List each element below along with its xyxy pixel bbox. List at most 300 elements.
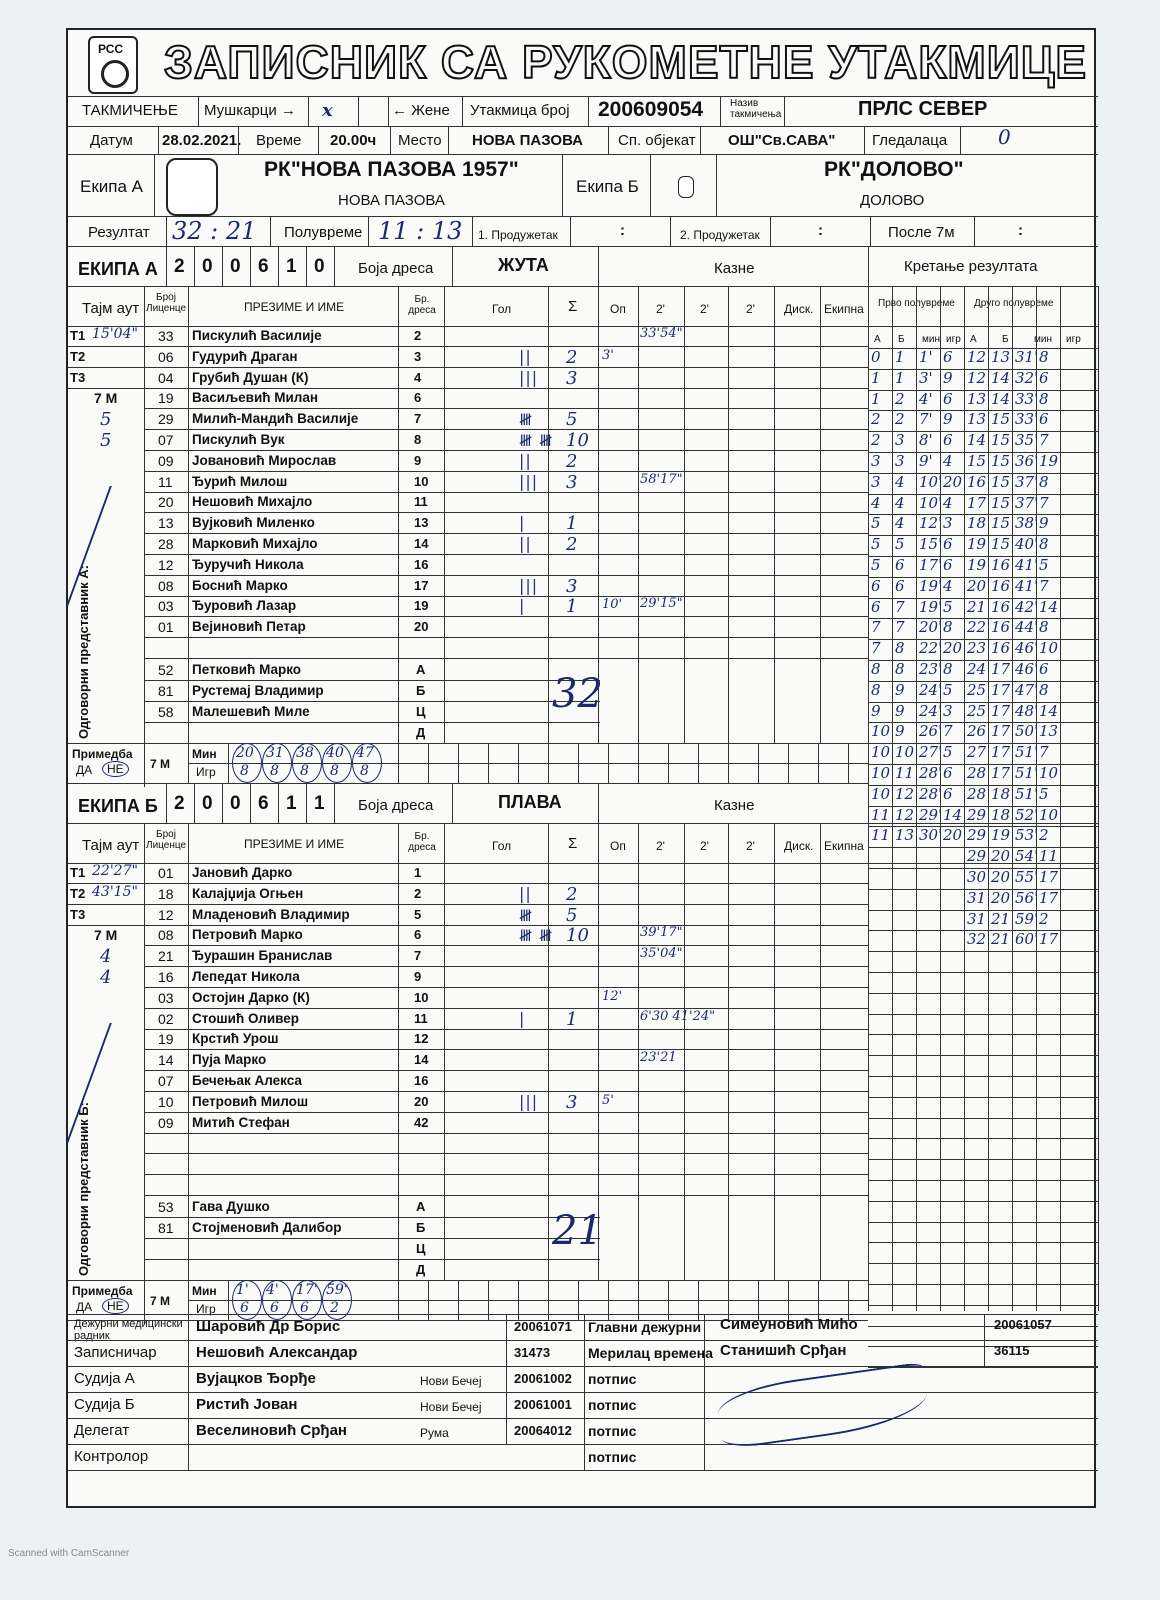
v-rule (548, 823, 549, 863)
progress-value: 24' (919, 681, 943, 699)
goal-sum: 1 (566, 1009, 578, 1030)
progress-value: 7 (1039, 494, 1049, 512)
v-rule (774, 863, 775, 1280)
progress-value: 11 (871, 806, 891, 824)
rep-signature-icon (66, 486, 156, 606)
section-rule (68, 783, 868, 784)
player-name: Марковић Михајло (192, 536, 318, 551)
progress-value: 8 (943, 618, 953, 636)
v-rule (188, 863, 189, 1280)
progress-value: 28' (919, 785, 943, 803)
player-row-rule (144, 883, 868, 884)
v-rule (144, 823, 145, 863)
player-jersey: 12 (414, 1031, 429, 1046)
v-rule (960, 126, 961, 154)
progress-value: 3 (943, 702, 953, 720)
player-jersey: 6 (414, 390, 422, 405)
player-jersey: 19 (414, 598, 429, 613)
team-penalty-header: Екипна (824, 302, 864, 316)
progress-value: 51' (1015, 743, 1039, 761)
v-rule (728, 743, 729, 783)
ot1-label: 1. Продужетак (478, 228, 558, 242)
progress-value: 6 (1039, 660, 1049, 678)
match-no-label: Утакмица број (470, 102, 570, 119)
goal-tally: | (519, 596, 526, 615)
first-half-header: Прво полувреме (878, 298, 955, 309)
officials-rule (68, 1314, 1098, 1315)
seven-m-mark: 7 М (94, 390, 118, 406)
v-rule (506, 1314, 507, 1444)
match-number: 200609054 (598, 98, 704, 121)
progress-value: 18 (991, 785, 1011, 803)
progress-value: 15 (991, 535, 1011, 553)
player-license: 07 (158, 432, 174, 448)
progress-value: 12 (895, 806, 915, 824)
goal-sum: 5 (566, 905, 578, 926)
seven-m-igr-label: Игр (196, 1302, 216, 1316)
name-header: ПРЕЗИМЕ И ИМЕ (244, 300, 345, 314)
progress-value: 9 (895, 702, 905, 720)
progress-value: 14 (943, 806, 963, 824)
license-header: Број Лиценце (146, 829, 187, 851)
v-rule (758, 743, 759, 783)
progress-value: 10 (871, 764, 891, 782)
progress-row-rule (868, 1242, 1098, 1243)
officials-row-rule (68, 1470, 1098, 1471)
official-letter: Д (416, 725, 426, 740)
player-license: 09 (158, 453, 174, 469)
progress-row-rule (868, 951, 1098, 952)
progress-value: 7 (1039, 577, 1049, 595)
player-row-rule (144, 904, 868, 905)
progress-value: 44' (1015, 618, 1039, 636)
player-license: 13 (158, 515, 174, 531)
official-role-right: потпис (588, 1423, 637, 1439)
progress-value: 10 (871, 785, 891, 803)
progress-value: 16 (991, 598, 1011, 616)
progress-value: 14 (967, 431, 987, 449)
v-rule (194, 246, 195, 286)
v-rule (358, 96, 359, 126)
progress-value: 13 (1039, 722, 1059, 740)
goal-sum: 10 (566, 925, 589, 946)
remark-rule (188, 763, 868, 764)
progress-value: 19 (967, 535, 987, 553)
progress-value: 30 (967, 868, 987, 886)
progress-value: 19 (967, 556, 987, 574)
v-rule (188, 1314, 189, 1470)
progress-value: 15' (919, 535, 943, 553)
remark-yes: ДА (76, 1300, 93, 1314)
v-rule (684, 326, 685, 743)
progress-value: 29 (967, 806, 987, 824)
goal-tally: || (519, 884, 532, 903)
progress-value: 6 (943, 390, 953, 408)
progress-row-rule (868, 1305, 1098, 1306)
player-jersey: 16 (414, 1073, 429, 1088)
team-code-digit: 6 (258, 256, 269, 277)
player-jersey: 16 (414, 557, 429, 572)
official-letter: Б (416, 1220, 426, 1235)
team-total: 32 (552, 671, 603, 717)
player-jersey: 10 (414, 474, 429, 489)
progress-value: 32' (1015, 369, 1039, 387)
timeout-rule (68, 925, 144, 926)
progress-value: 8 (1039, 618, 1049, 636)
player-jersey: 9 (414, 453, 422, 468)
progress-value: 2 (1039, 826, 1049, 844)
progress-value: 12 (967, 369, 987, 387)
official-license: 58 (158, 704, 174, 720)
suspension-time: 23'21 (640, 1050, 677, 1065)
after7-label: После 7м (888, 224, 955, 241)
progress-value: 23 (967, 639, 987, 657)
progress-value: 4 (895, 494, 905, 512)
v-rule (306, 783, 307, 823)
kit-color-value: ПЛАВА (498, 792, 562, 812)
v-rule (774, 823, 775, 863)
v-rule (598, 863, 599, 1280)
warning-time: 3' (602, 348, 614, 363)
v-rule (444, 863, 445, 1280)
seven-m-player: 8 (240, 763, 249, 779)
goal-tally: ||| (519, 472, 539, 491)
sheet-title: ЗАПИСНИК СА РУКОМЕТНЕ УТАКМИЦЕ (164, 36, 1088, 88)
progress-value: 15 (967, 452, 987, 470)
player-row-rule (144, 346, 868, 347)
v-rule (448, 126, 449, 154)
progress-value: 8 (895, 639, 905, 657)
player-name: Ђурашин Бранислав (192, 948, 333, 963)
v-rule (334, 246, 335, 286)
v-rule (638, 743, 639, 783)
player-row-rule (144, 966, 868, 967)
spectators-value: 0 (998, 125, 1011, 149)
progress-value: 10 (1039, 639, 1059, 657)
seven-m-minute: 31 (266, 745, 284, 761)
ball-icon (101, 60, 129, 88)
player-name: Петровић Милош (192, 1094, 309, 1109)
player-jersey: 5 (414, 907, 422, 922)
v-rule (650, 154, 651, 216)
official-role: Записничар (74, 1344, 157, 1361)
v-rule (820, 823, 821, 863)
progress-value: 10' (919, 473, 943, 491)
progress-col-header: мин (1034, 334, 1052, 345)
progress-value: 13 (967, 410, 987, 428)
v-rule (462, 96, 463, 126)
v-rule (368, 216, 369, 246)
v-rule (250, 246, 251, 286)
official-role: Судија А (74, 1370, 135, 1387)
player-jersey: 20 (414, 1094, 429, 1109)
v-rule (444, 823, 445, 863)
kit-color-label: Боја дреса (358, 260, 434, 277)
player-jersey: 11 (414, 494, 428, 509)
progress-value: 15 (991, 410, 1011, 428)
v-rule (444, 326, 445, 743)
player-license: 20 (158, 494, 174, 510)
team-code-digit: 0 (202, 256, 213, 277)
team-code-digit: 0 (230, 793, 241, 814)
player-jersey: 7 (414, 411, 422, 426)
two-min-header: 2' (656, 839, 665, 853)
goal-tally: | (519, 1009, 526, 1028)
progress-value: 3 (943, 514, 953, 532)
progress-value: 1 (871, 369, 881, 387)
player-license: 01 (158, 865, 174, 881)
progress-value: 4 (895, 473, 905, 491)
team-code-digit: 2 (174, 256, 185, 277)
player-name: Нешовић Михајло (192, 494, 313, 509)
progress-value: 5 (1039, 785, 1049, 803)
official-person: Вујацков Ђорђе (196, 1370, 316, 1387)
team-a-label: Екипа А (80, 177, 143, 196)
progress-value: 42' (1015, 598, 1039, 616)
official-license: 20061002 (514, 1371, 572, 1386)
official-role-right: потпис (588, 1449, 637, 1465)
disq-header: Диск. (784, 302, 814, 316)
progress-value: 18 (967, 514, 987, 532)
seven-m-minute: 38 (296, 745, 314, 761)
player-row-rule (144, 1195, 868, 1196)
official-person: Ристић Јован (196, 1396, 298, 1413)
v-rule (820, 286, 821, 326)
progress-value: 20 (991, 889, 1011, 907)
player-row-rule (144, 1070, 868, 1071)
progress-value: 21 (991, 910, 1011, 928)
player-license: 08 (158, 578, 174, 594)
goal-sum: 2 (566, 451, 578, 472)
progress-value: 17 (991, 702, 1011, 720)
v-rule (334, 783, 335, 823)
v-rule (770, 216, 771, 246)
official-role-right: Мерилац времена (588, 1345, 713, 1361)
sum-header: Σ (568, 298, 578, 315)
player-row-rule (144, 658, 868, 659)
official-name: Петковић Марко (192, 662, 302, 677)
officials-row-rule (68, 1444, 1098, 1445)
goal-tally: ||| (519, 368, 539, 387)
player-jersey: 13 (414, 515, 429, 530)
player-name: Ђуручић Никола (192, 557, 304, 572)
progress-value: 4' (919, 390, 933, 408)
progress-col-rule (868, 286, 869, 1311)
player-name: Јовановић Мирослав (192, 453, 337, 468)
v-rule (598, 246, 599, 286)
goal-sum: 5 (566, 409, 578, 430)
progress-value: 22 (967, 618, 987, 636)
date-label: Датум (90, 132, 133, 149)
progress-value: 1 (895, 369, 905, 387)
second-half-header: Друго полувреме (974, 298, 1054, 309)
progress-value: 27' (919, 743, 943, 761)
v-rule (820, 863, 821, 1280)
player-row-rule (144, 1153, 868, 1154)
progress-row-rule (868, 1201, 1098, 1202)
progress-value: 3' (919, 369, 933, 387)
progress-value: 19 (1039, 452, 1059, 470)
v-rule (548, 863, 549, 1280)
progress-value: 5 (943, 681, 953, 699)
team-label: ЕКИПА Б (78, 796, 158, 816)
progress-value: 1 (895, 348, 905, 366)
player-jersey: 2 (414, 328, 422, 343)
progress-value: 7 (943, 722, 953, 740)
v-rule (728, 823, 729, 863)
player-name: Пискулић Вук (192, 432, 285, 447)
player-jersey: 14 (414, 536, 429, 551)
v-rule (728, 286, 729, 326)
goal-tally: 𝍸 𝍸 (519, 431, 554, 450)
v-rule (784, 96, 785, 126)
progress-value: 1' (919, 348, 933, 366)
player-row-rule (144, 408, 868, 409)
progress-value: 20 (991, 868, 1011, 886)
v-rule (638, 863, 639, 1280)
jersey-header: Бр. дреса (408, 294, 436, 316)
player-row-rule (144, 987, 868, 988)
progress-value: 24' (919, 702, 943, 720)
v-rule (684, 286, 685, 326)
seven-m-min-label: Мин (192, 1284, 217, 1298)
suspension-time: 39'17" (640, 925, 683, 940)
progress-col-header: игр (1066, 334, 1081, 345)
player-name: Лепедат Никола (192, 969, 300, 984)
ot2-value: : (818, 222, 823, 239)
v-rule (194, 783, 195, 823)
official-row-rule (144, 1238, 600, 1239)
official-name: Малешевић Миле (192, 704, 310, 719)
progress-value: 8 (1039, 473, 1049, 491)
progress-value: 9 (943, 369, 953, 387)
timeout-label: T2 (70, 349, 86, 364)
men-mark: x (322, 100, 333, 121)
penalties-label: Казне (714, 797, 755, 814)
seven-m-player: 8 (270, 763, 279, 779)
progress-value: 8' (919, 431, 933, 449)
progress-value: 14 (1039, 598, 1059, 616)
v-rule (452, 783, 453, 823)
player-license: 04 (158, 370, 174, 386)
progress-value: 6 (943, 785, 953, 803)
seven-m-player: 8 (360, 763, 369, 779)
progress-value: 20 (991, 847, 1011, 865)
progress-value: 1 (871, 390, 881, 408)
player-license: 33 (158, 328, 174, 344)
seven-m-minute: 59' (326, 1282, 348, 1298)
goal-header: Гол (492, 302, 512, 316)
progress-value: 2 (895, 390, 905, 408)
v-rule (144, 863, 145, 1324)
warning-time: 10' (602, 597, 623, 612)
progress-value: 46' (1015, 639, 1039, 657)
progress-value: 3 (895, 452, 905, 470)
progress-value: 7 (1039, 743, 1049, 761)
v-rule (144, 743, 145, 783)
v-rule (270, 216, 271, 246)
v-rule (458, 743, 459, 783)
progress-value: 10 (871, 722, 891, 740)
progress-value: 56' (1015, 889, 1039, 907)
progress-value: 36' (1015, 452, 1039, 470)
progress-value: 6 (895, 556, 905, 574)
progress-value: 38' (1015, 514, 1039, 532)
two-min-header: 2' (700, 839, 709, 853)
v-rule (158, 126, 159, 154)
v-rule (588, 96, 589, 126)
v-rule (428, 743, 429, 783)
progress-value: 20' (919, 618, 943, 636)
suspension-time: 6'30 41'24" (640, 1009, 716, 1024)
goal-sum: 3 (566, 1092, 578, 1113)
player-license: 28 (158, 536, 174, 552)
progress-value: 54' (1015, 847, 1039, 865)
team-code-digit: 2 (174, 793, 185, 814)
progress-value: 17 (1039, 868, 1059, 886)
player-name: Бечењак Алекса (192, 1073, 302, 1088)
progress-value: 17 (991, 681, 1011, 699)
team-a-city: НОВА ПАЗОВА (338, 192, 445, 209)
goal-sum: 2 (566, 884, 578, 905)
progress-value: 4 (871, 494, 881, 512)
team-code-digit: 1 (314, 793, 325, 814)
player-jersey: 9 (414, 969, 422, 984)
v-rule (188, 286, 189, 326)
comp-name-label: Назив такмичења (730, 98, 782, 120)
progress-value: 3 (871, 452, 881, 470)
team-code-digit: 1 (286, 793, 297, 814)
rss-logo (88, 36, 138, 94)
v-rule (668, 743, 669, 783)
progress-value: 8 (895, 660, 905, 678)
progress-value: 55' (1015, 868, 1039, 886)
player-name: Остојин Дарко (К) (192, 990, 310, 1005)
officials-row-rule (68, 1392, 1098, 1393)
seven-m-minute: 47 (356, 745, 374, 761)
seven-m-minute: 1' (236, 1282, 249, 1298)
score-sheet (66, 28, 1096, 1508)
result-value: 32 : 21 (172, 217, 257, 245)
seven-m-player: 6 (240, 1300, 249, 1316)
official-role-right: потпис (588, 1371, 637, 1387)
progress-value: 60' (1015, 930, 1039, 948)
progress-value: 9 (895, 722, 905, 740)
player-jersey: 4 (414, 370, 422, 385)
disq-header: Диск. (784, 839, 814, 853)
official-license: 81 (158, 683, 174, 699)
official-person: Шаровић Др Борис (196, 1318, 341, 1335)
player-name: Вујковић Миленко (192, 515, 315, 530)
warn-header: Оп (610, 302, 626, 316)
progress-value: 7 (895, 598, 905, 616)
v-rule (562, 154, 563, 216)
official-row-rule (144, 680, 600, 681)
official-role: Судија Б (74, 1396, 135, 1413)
official-license: 81 (158, 1220, 174, 1236)
place-value: НОВА ПАЗОВА (472, 132, 583, 149)
progress-value: 31' (1015, 348, 1039, 366)
after7-value: : (1018, 222, 1023, 239)
official-name: Рустемај Владимир (192, 683, 324, 698)
official-row-rule (144, 1259, 600, 1260)
v-rule (638, 823, 639, 863)
two-min-header: 2' (656, 302, 665, 316)
progress-value: 25 (967, 681, 987, 699)
team-b-name: РК"ДОЛОВО" (824, 158, 964, 181)
progress-value: 24 (967, 660, 987, 678)
v-rule (144, 286, 145, 326)
